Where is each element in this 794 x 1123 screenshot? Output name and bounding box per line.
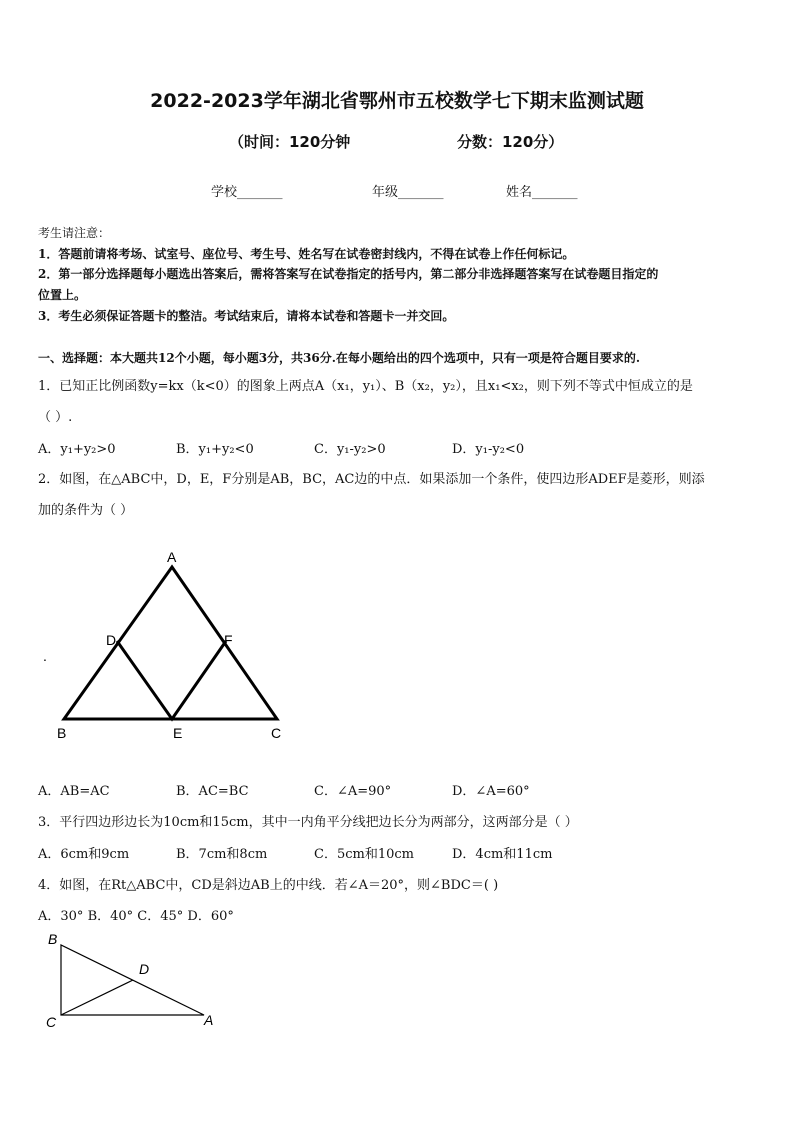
notice-item-2: 2．第一部分选择题每小题选出答案后，需将答案写在试卷指定的括号内，第二部分非选择题答案写在试卷题目指定的: [38, 267, 659, 281]
q4-right-triangle-figure: [40, 928, 230, 1033]
q1-option-b: B．y₁+y₂<0: [176, 442, 254, 457]
q1-stem-cont: （ ）.: [38, 410, 73, 425]
grade-field: 年级_______: [372, 185, 444, 200]
segments-de-ef: [117, 641, 226, 719]
q1-option-a: A．y₁+y₂>0: [38, 442, 116, 457]
school-field: 学校_______: [211, 185, 283, 200]
stray-dot: .: [43, 648, 47, 664]
notice-item-2-cont: 位置上。: [38, 288, 87, 302]
exam-time: （时间：120分钟: [229, 133, 351, 151]
q2-option-d: D．∠A=60°: [452, 784, 530, 799]
q3-option-d: D．4cm和11cm: [452, 847, 553, 862]
name-field: 姓名_______: [506, 185, 578, 200]
median-cd: [61, 980, 133, 1015]
notice-item-1: 1．答题前请将考场、试室号、座位号、考生号、姓名写在试卷密封线内，不得在试卷上作任何标记。: [38, 247, 575, 261]
exam-score: 分数：120分）: [457, 133, 564, 151]
q4-stem: 4．如图，在Rt△ABC中，CD是斜边AB上的中线．若∠A＝20°，则∠BDC＝( ): [38, 878, 499, 893]
q1-option-c: C．y₁-y₂>0: [314, 442, 386, 457]
notice-item-3: 3．考生必须保证答题卡的整洁。考试结束后，请将本试卷和答题卡一并交回。: [38, 309, 455, 323]
q3-stem: 3．平行四边形边长为10cm和15cm，其中一内角平分线把边长分为两部分，这两部分是（ ）: [38, 815, 578, 830]
label-e: E: [173, 725, 183, 741]
notice-heading: 考生请注意：: [38, 226, 111, 240]
q2-option-a: A．AB=AC: [38, 784, 110, 799]
label-f: F: [224, 632, 233, 648]
q2-stem-cont: 加的条件为（ ）: [38, 503, 134, 518]
label-d: D: [106, 632, 117, 648]
label-a: A: [204, 1012, 214, 1028]
label-d: D: [139, 961, 150, 977]
label-a: A: [167, 549, 177, 565]
section-heading: 一、选择题：本大题共12个小题，每小题3分，共36分.在每小题给出的四个选项中，只有一项是符合题目要求的.: [38, 351, 641, 365]
exam-title: 2022-2023学年湖北省鄂州市五校数学七下期末监测试题: [150, 90, 644, 112]
q2-triangle-figure: [30, 540, 300, 750]
label-b: B: [57, 725, 67, 741]
label-c: C: [271, 725, 282, 741]
triangle-abc: [64, 567, 277, 719]
q4-options: A．30° B．40° C．45° D．60°: [38, 909, 234, 924]
q3-option-a: A．6cm和9cm: [38, 847, 130, 862]
q2-stem: 2．如图，在△ABC中，D，E，F分别是AB，BC，AC边的中点．如果添加一个条件，使四边形ADEF是菱形，则添: [38, 472, 705, 487]
q2-option-c: C．∠A=90°: [314, 784, 392, 799]
q3-option-c: C．5cm和10cm: [314, 847, 414, 862]
q3-option-b: B．7cm和8cm: [176, 847, 268, 862]
label-b: B: [48, 931, 58, 947]
q1-stem: 1．已知正比例函数y=kx（k<0）的图象上两点A（x₁，y₁）、B（x₂，y₂），且x₁<x₂，则下列不等式中恒成立的是: [38, 379, 693, 394]
q1-option-d: D．y₁-y₂<0: [452, 442, 525, 457]
q2-option-b: B．AC=BC: [176, 784, 249, 799]
label-c: C: [46, 1014, 57, 1030]
